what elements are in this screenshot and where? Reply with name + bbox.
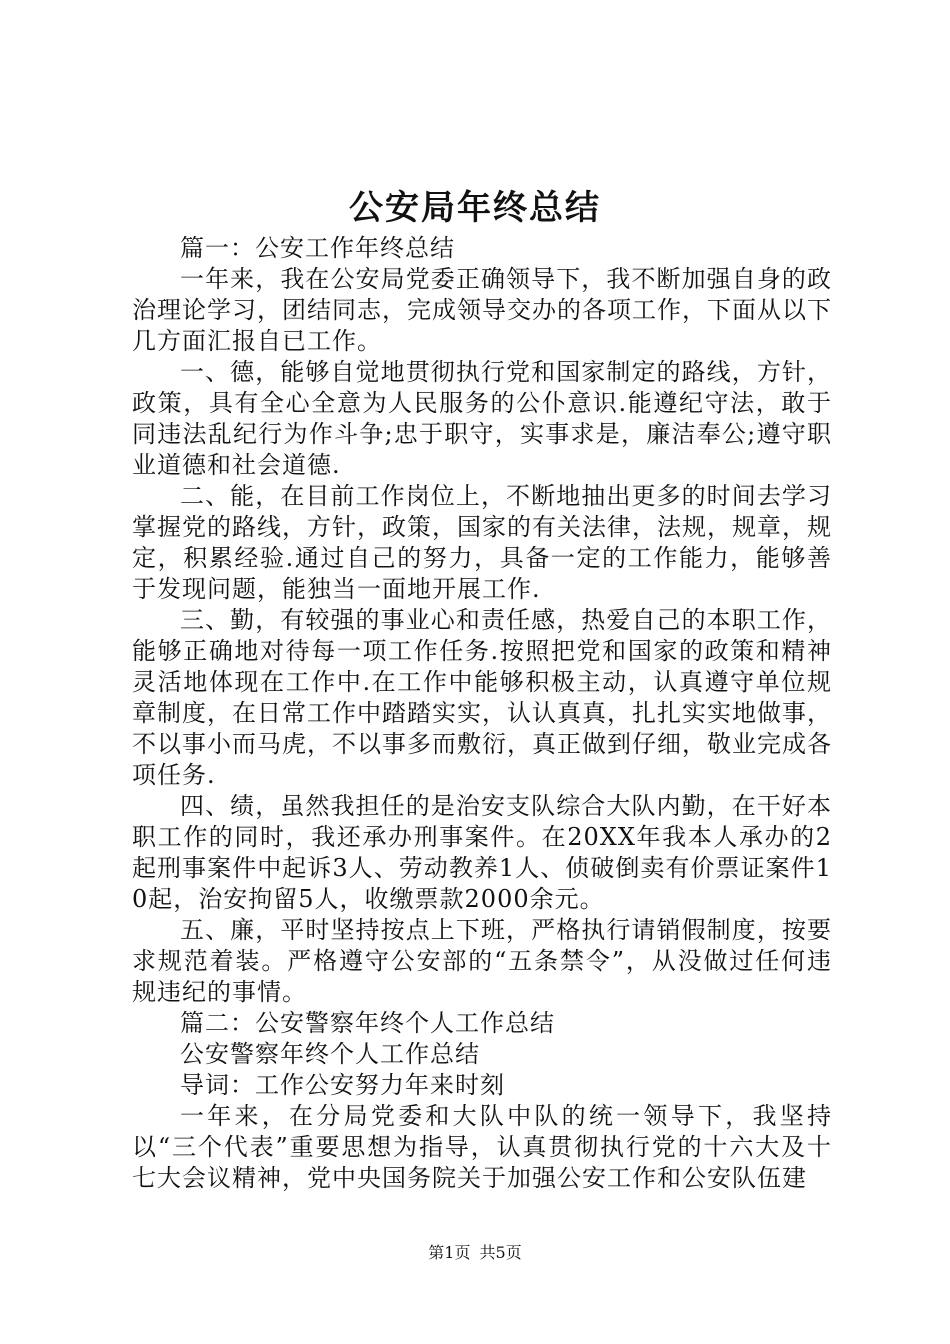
paragraph-diligence: 三、勤，有较强的事业心和责任感，热爱自己的本职工作，能够正确地对待每一项工作任务.按照把党和国家的政策和精神灵活地体现在工作中.在工作中能够积极主动，认真遵守单位规章制度，在日常工作中踏踏实实，认认真真，扎扎实实地做事，不以事小而马虎，不以事多而敷衍，真正做到仔细，敬业完成各项任务. <box>132 606 832 789</box>
section-heading-2: 篇二：公安警察年终个人工作总结 <box>180 1009 555 1037</box>
paragraph-ability: 二、能，在目前工作岗位上，不断地抽出更多的时间去学习掌握党的路线，方针，政策，国家的有关法律，法规，规章，规定，积累经验.通过自己的努力，具备一定的工作能力，能够善于发现问题，能独当一面地开展工作. <box>132 482 832 603</box>
document-body <box>132 233 832 1194</box>
page-footer <box>0 1242 950 1264</box>
page-number: 第1页 <box>428 1243 471 1262</box>
subtitle: 公安警察年终个人工作总结 <box>180 1040 480 1068</box>
page-total: 共5页 <box>479 1243 522 1262</box>
paragraph-year-review: 一年来，在分局党委和大队中队的统一领导下，我坚持以“三个代表”重要思想为指导，认真贯彻执行党的十六大及十七大会议精神，党中央国务院关于加强公安工作和公安队伍建 <box>132 1102 832 1192</box>
paragraph-virtue: 一、德，能够自觉地贯彻执行党和国家制定的路线，方针，政策，具有全心全意为人民服务的公仆意识.能遵纪守法，敢于同违法乱纪行为作斗争;忠于职守，实事求是，廉洁奉公;遵守职业道德和社会道德. <box>132 358 832 479</box>
lead-words: 导词：工作公安努力年来时刻 <box>180 1071 505 1099</box>
paragraph-integrity: 五、廉，平时坚持按点上下班，严格执行请销假制度，按要求规范着装。严格遵守公安部的“五条禁令”，从没做过任何违规违纪的事情。 <box>132 916 832 1006</box>
paragraph-achievement: 四、绩，虽然我担任的是治安支队综合大队内勤，在干好本职工作的同时，我还承办刑事案件。在20XX年我本人承办的2起刑事案件中起诉3人、劳动教养1人、侦破倒卖有价票证案件10起，治安拘留5人，收缴票款2000余元。 <box>132 792 832 913</box>
paragraph-intro: 一年来，我在公安局党委正确领导下，我不断加强自身的政治理论学习，团结同志，完成领导交办的各项工作，下面从以下几方面汇报自已工作。 <box>132 265 832 355</box>
document-title: 公安局年终总结 <box>349 188 601 228</box>
section-heading-1: 篇一：公安工作年终总结 <box>180 234 455 262</box>
